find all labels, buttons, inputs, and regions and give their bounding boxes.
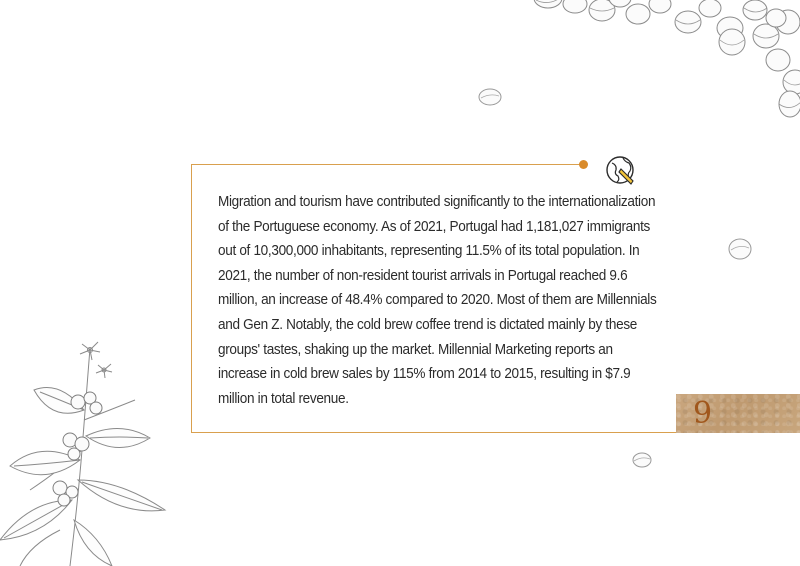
page-number-box <box>676 394 800 433</box>
body-paragraph: Migration and tourism have contributed significantly to the internationalization of the Portuguese economy. As of 2021, Portugal had 1,181,027 immigrants out of 10,300,000 inhabitants, representing 11.5% of its total population. In 2021, the number of non-resident tourist arrivals in Portugal reached 9.6 million, an increase of 48.4% compared to 2020. Most of them are Millennials and Gen Z. Notably, the cold brew coffee trend is dictated mainly by these groups' tastes, shaking up the market. Millennial Marketing reports an increase in cold brew sales by 115% from 2014 to 2015, resulting in $7.9 million in total revenue. <box>218 194 657 407</box>
coffee-bean-icon <box>476 86 504 108</box>
coffee-bean-icon <box>726 236 754 262</box>
page-number: 9 <box>693 396 713 431</box>
coffee-plant-illustration-icon <box>0 340 175 566</box>
frame-dot <box>579 160 588 169</box>
coffee-bean-icon <box>630 451 654 469</box>
globe-icon <box>604 153 638 187</box>
frame-top-line <box>191 164 584 165</box>
frame-left-line <box>191 164 192 433</box>
frame-bottom-line <box>191 432 677 433</box>
coffee-beans-illustration-icon <box>520 0 800 130</box>
